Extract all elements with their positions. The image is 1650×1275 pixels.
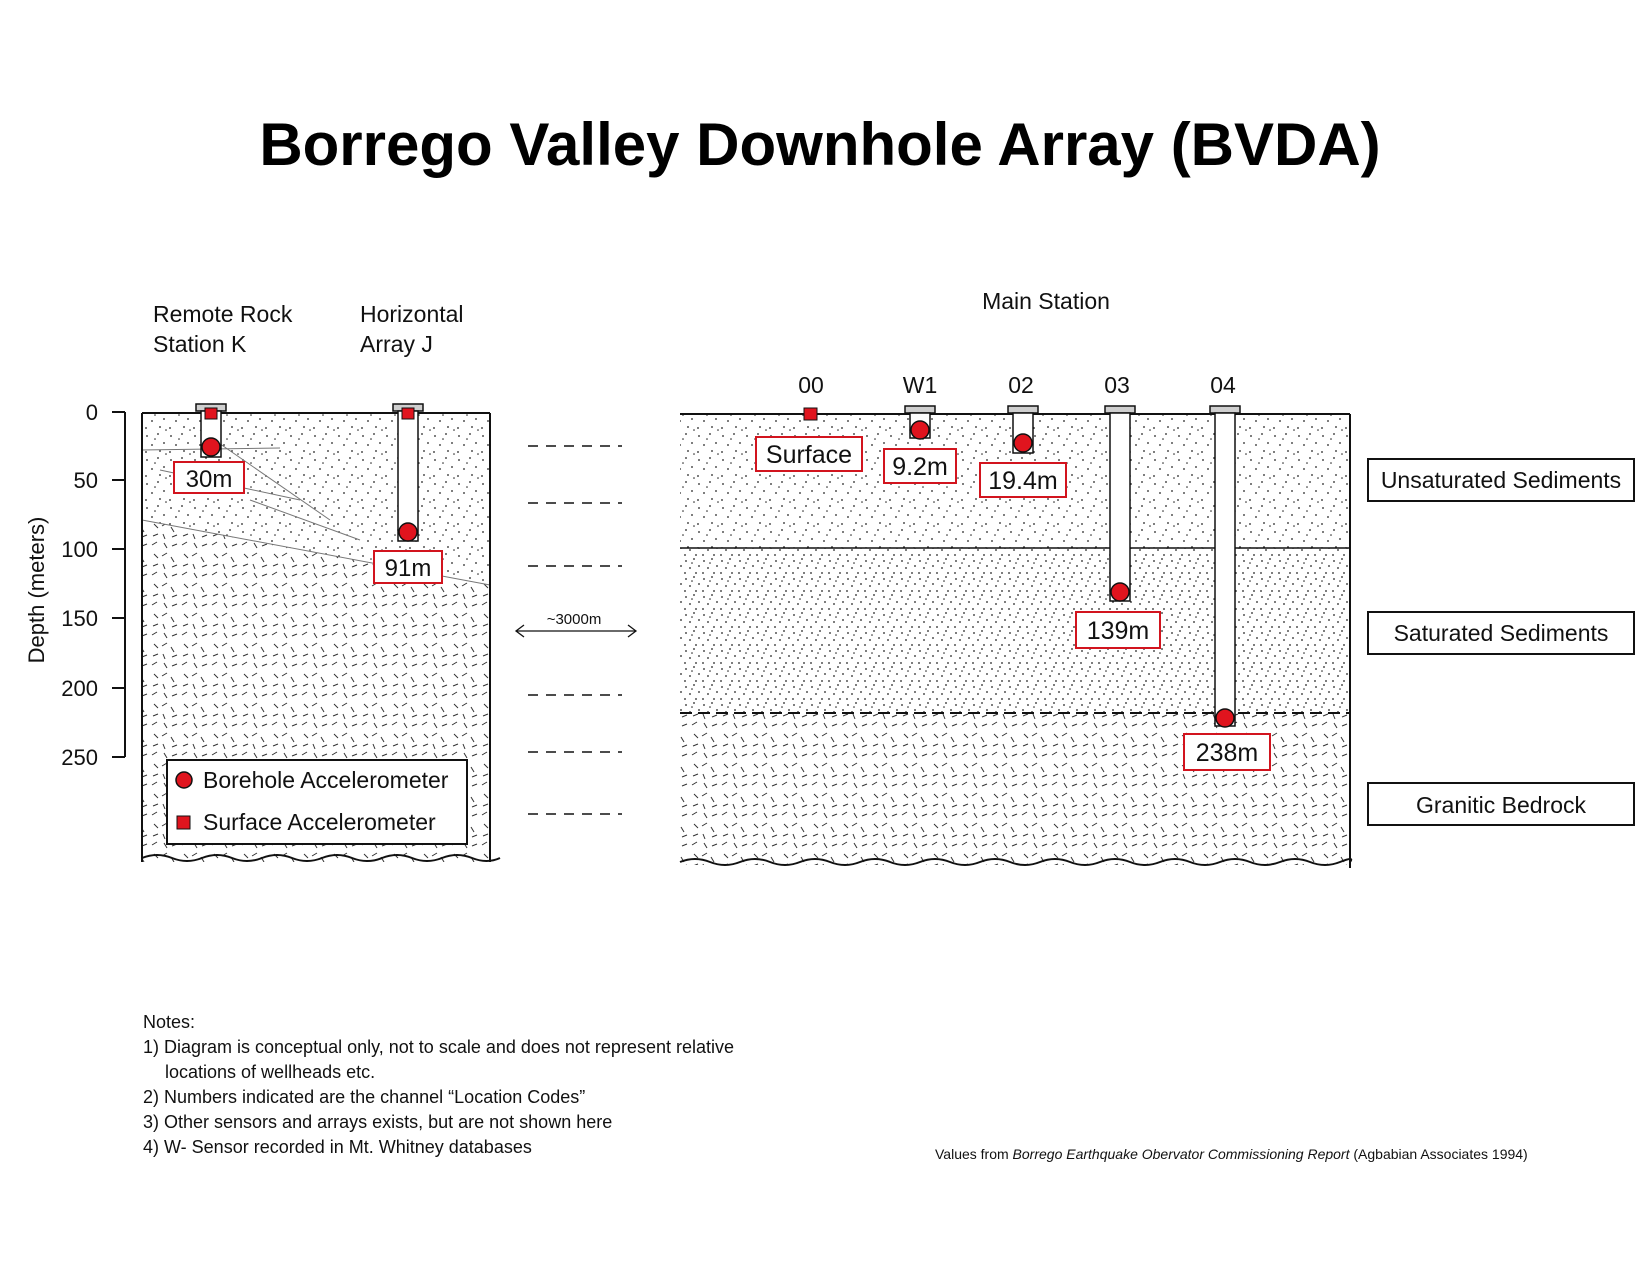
- notes-heading: Notes:: [143, 1012, 196, 1032]
- well-00-surface-sensor: [804, 408, 817, 420]
- left-panel: [142, 301, 500, 862]
- source-prefix: Values from: [935, 1146, 1013, 1162]
- well-04-casing: [1210, 406, 1240, 413]
- well-03-borehole: [1110, 413, 1130, 601]
- well-w1-borehole-sensor: [911, 421, 929, 439]
- well-j-borehole-sensor: [399, 523, 417, 541]
- well-code-00: 00: [798, 372, 824, 398]
- well-w1-casing: [905, 406, 935, 413]
- well-02-casing: [1008, 406, 1038, 413]
- well-k-depth-label: 30m: [185, 466, 233, 493]
- well-04-borehole-sensor: [1216, 709, 1234, 727]
- array-j-label-line1: Horizontal: [360, 301, 464, 327]
- well-03-borehole-sensor: [1111, 583, 1129, 601]
- tick-label-50: 50: [73, 468, 98, 493]
- legend-borehole-icon: [176, 772, 192, 788]
- well-code-03: 03: [1104, 372, 1130, 398]
- well-code-04: 04: [1210, 372, 1236, 398]
- notes: [143, 1012, 734, 1157]
- well-j-borehole: [398, 411, 418, 541]
- main-station-panel: [680, 288, 1351, 868]
- station-k-label-line2: Station K: [153, 331, 247, 357]
- layer-label-bedrock: Granitic Bedrock: [1415, 792, 1587, 818]
- legend-surface-icon: [177, 816, 190, 829]
- array-j-label-line2: Array J: [360, 331, 433, 357]
- page-title: Borrego Valley Downhole Array (BVDA): [259, 111, 1381, 178]
- well-k-borehole-sensor: [202, 438, 220, 456]
- well-02-borehole-sensor: [1014, 434, 1032, 452]
- tick-label-100: 100: [61, 537, 98, 562]
- well-w1-label: 9.2m: [892, 453, 948, 481]
- well-03-casing: [1105, 406, 1135, 413]
- layer-saturated-fill: [680, 548, 1350, 713]
- source-citation: [935, 1146, 1528, 1162]
- layer-label-saturated: Saturated Sediments: [1393, 620, 1609, 646]
- axis-label: Depth (meters): [24, 516, 49, 664]
- note-3: 3) Other sensors and arrays exists, but are not shown here: [143, 1112, 613, 1132]
- well-j-depth-label: 91m: [384, 555, 432, 582]
- layer-label-unsaturated: Unsaturated Sediments: [1380, 467, 1622, 493]
- note-2: 2) Numbers indicated are the channel “Location Codes”: [143, 1087, 586, 1107]
- depth-axis: [24, 400, 125, 770]
- well-code-w1: W1: [902, 372, 938, 398]
- tick-label-250: 250: [61, 745, 98, 770]
- legend: [167, 760, 467, 844]
- gap-separator: [528, 446, 622, 814]
- well-04-borehole: [1215, 413, 1235, 726]
- well-02-label: 19.4m: [988, 467, 1058, 495]
- tick-label-200: 200: [61, 676, 98, 701]
- station-k-label-line1: Remote Rock: [153, 301, 293, 327]
- well-04-label: 238m: [1195, 739, 1259, 767]
- well-j-surface-sensor: [402, 408, 414, 419]
- main-station-title: Main Station: [982, 288, 1110, 314]
- note-1: 1) Diagram is conceptual only, not to scale and does not represent relative: [143, 1037, 734, 1057]
- tick-label-150: 150: [61, 606, 98, 631]
- source-suffix: (Agbabian Associates 1994): [1349, 1146, 1528, 1162]
- legend-surface-label: Surface Accelerometer: [203, 809, 436, 835]
- well-k-surface-sensor: [205, 408, 217, 419]
- layer-labels: [1368, 459, 1634, 825]
- source-report-title: Borrego Earthquake Obervator Commissioning Report: [1012, 1146, 1350, 1162]
- well-00-label: Surface: [765, 441, 853, 469]
- note-1-continued: locations of wellheads etc.: [165, 1062, 376, 1082]
- legend-borehole-label: Borehole Accelerometer: [203, 767, 449, 793]
- tick-label-0: 0: [85, 400, 98, 425]
- well-03-label: 139m: [1086, 617, 1150, 645]
- well-code-02: 02: [1008, 372, 1034, 398]
- distance-label: ~3000m: [546, 611, 602, 628]
- note-4: 4) W- Sensor recorded in Mt. Whitney databases: [143, 1137, 532, 1157]
